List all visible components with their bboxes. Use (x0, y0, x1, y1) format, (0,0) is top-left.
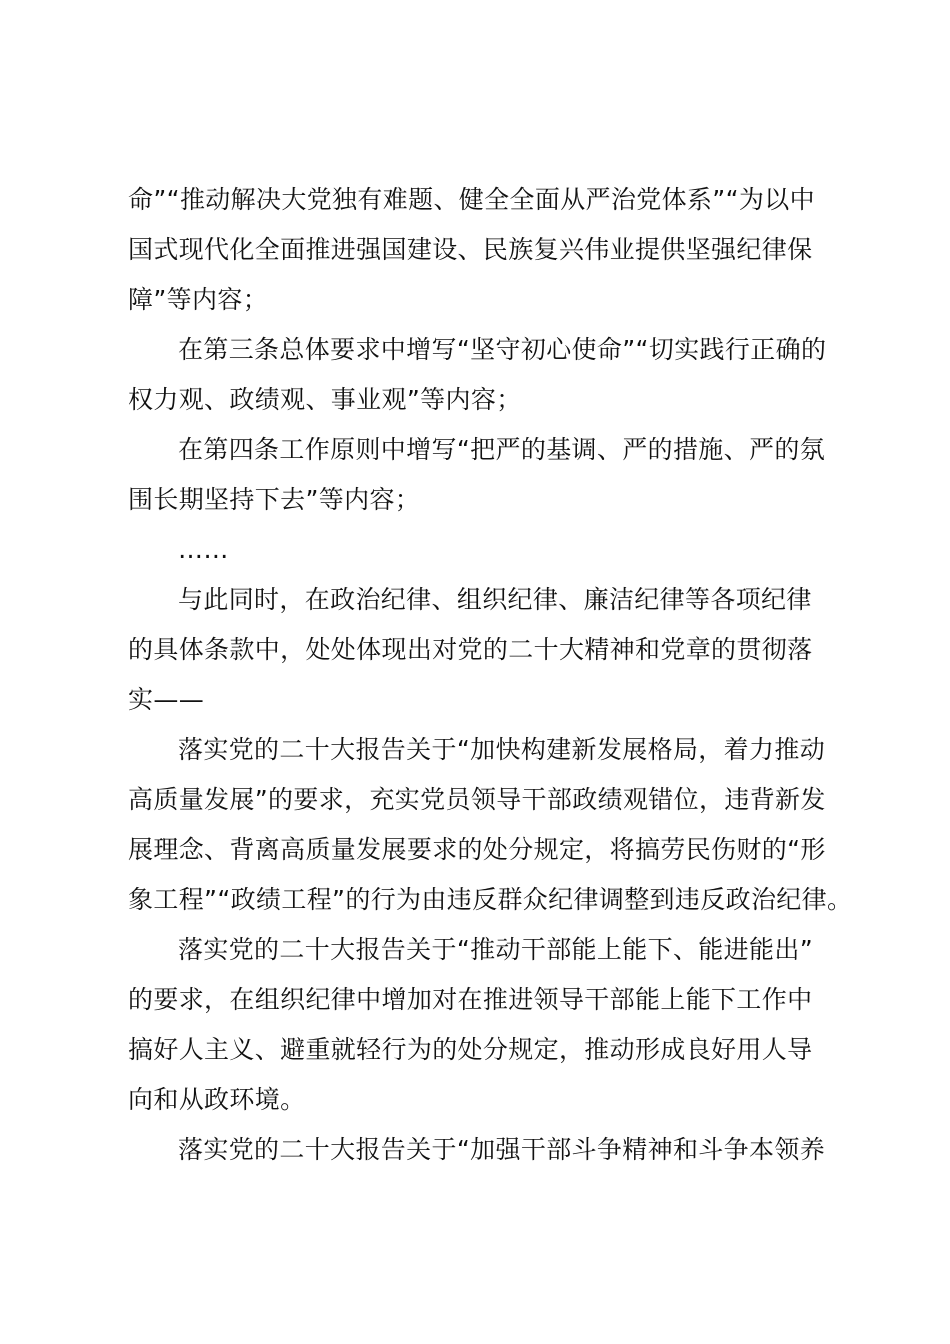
text-line: 向和从政环境。 (128, 1085, 306, 1114)
text-line: 围长期坚持下去”等内容； (128, 485, 421, 514)
paragraph-first-line: 落实党的二十大报告关于“推动干部能上能下、能进能出” (178, 935, 814, 964)
text-line: 象工程”“政绩工程”的行为由违反群众纪律调整到违反政治纪律。 (128, 885, 853, 914)
text-line: 实—— (128, 685, 205, 714)
text-line: 高质量发展”的要求，充实党员领导干部政绩观错位，违背新发 (128, 785, 826, 814)
text-line: 搞好人主义、避重就轻行为的处分规定，推动形成良好用人导 (128, 1035, 813, 1064)
text-line: 国式现代化全面推进强国建设、民族复兴伟业提供坚强纪律保 (128, 235, 813, 264)
paragraph-first-line: 在第四条工作原则中增写“把严的基调、严的措施、严的氛 (178, 435, 826, 464)
text-line: 命”“推动解决大党独有难题、健全全面从严治党体系”“为以中 (128, 185, 815, 214)
text-line: 障”等内容； (128, 285, 269, 314)
paragraph-first-line: 落实党的二十大报告关于“加快构建新发展格局，着力推动 (178, 735, 826, 764)
text-line: 的具体条款中，处处体现出对党的二十大精神和党章的贯彻落 (128, 635, 813, 664)
ellipsis-line: …… (178, 535, 229, 564)
document-body (128, 175, 853, 1175)
text-line: 的要求，在组织纪律中增加对在推进领导干部能上能下工作中 (128, 985, 813, 1014)
paragraph-first-line: 在第三条总体要求中增写“坚守初心使命”“切实践行正确的 (178, 335, 827, 364)
paragraph-first-line: 落实党的二十大报告关于“加强干部斗争精神和斗争本领养 (178, 1135, 826, 1164)
text-line: 展理念、背离高质量发展要求的处分规定，将搞劳民伤财的“形 (128, 835, 826, 864)
text-line: 权力观、政绩观、事业观”等内容； (128, 385, 522, 414)
paragraph-first-line: 与此同时，在政治纪律、组织纪律、廉洁纪律等各项纪律 (178, 585, 812, 614)
